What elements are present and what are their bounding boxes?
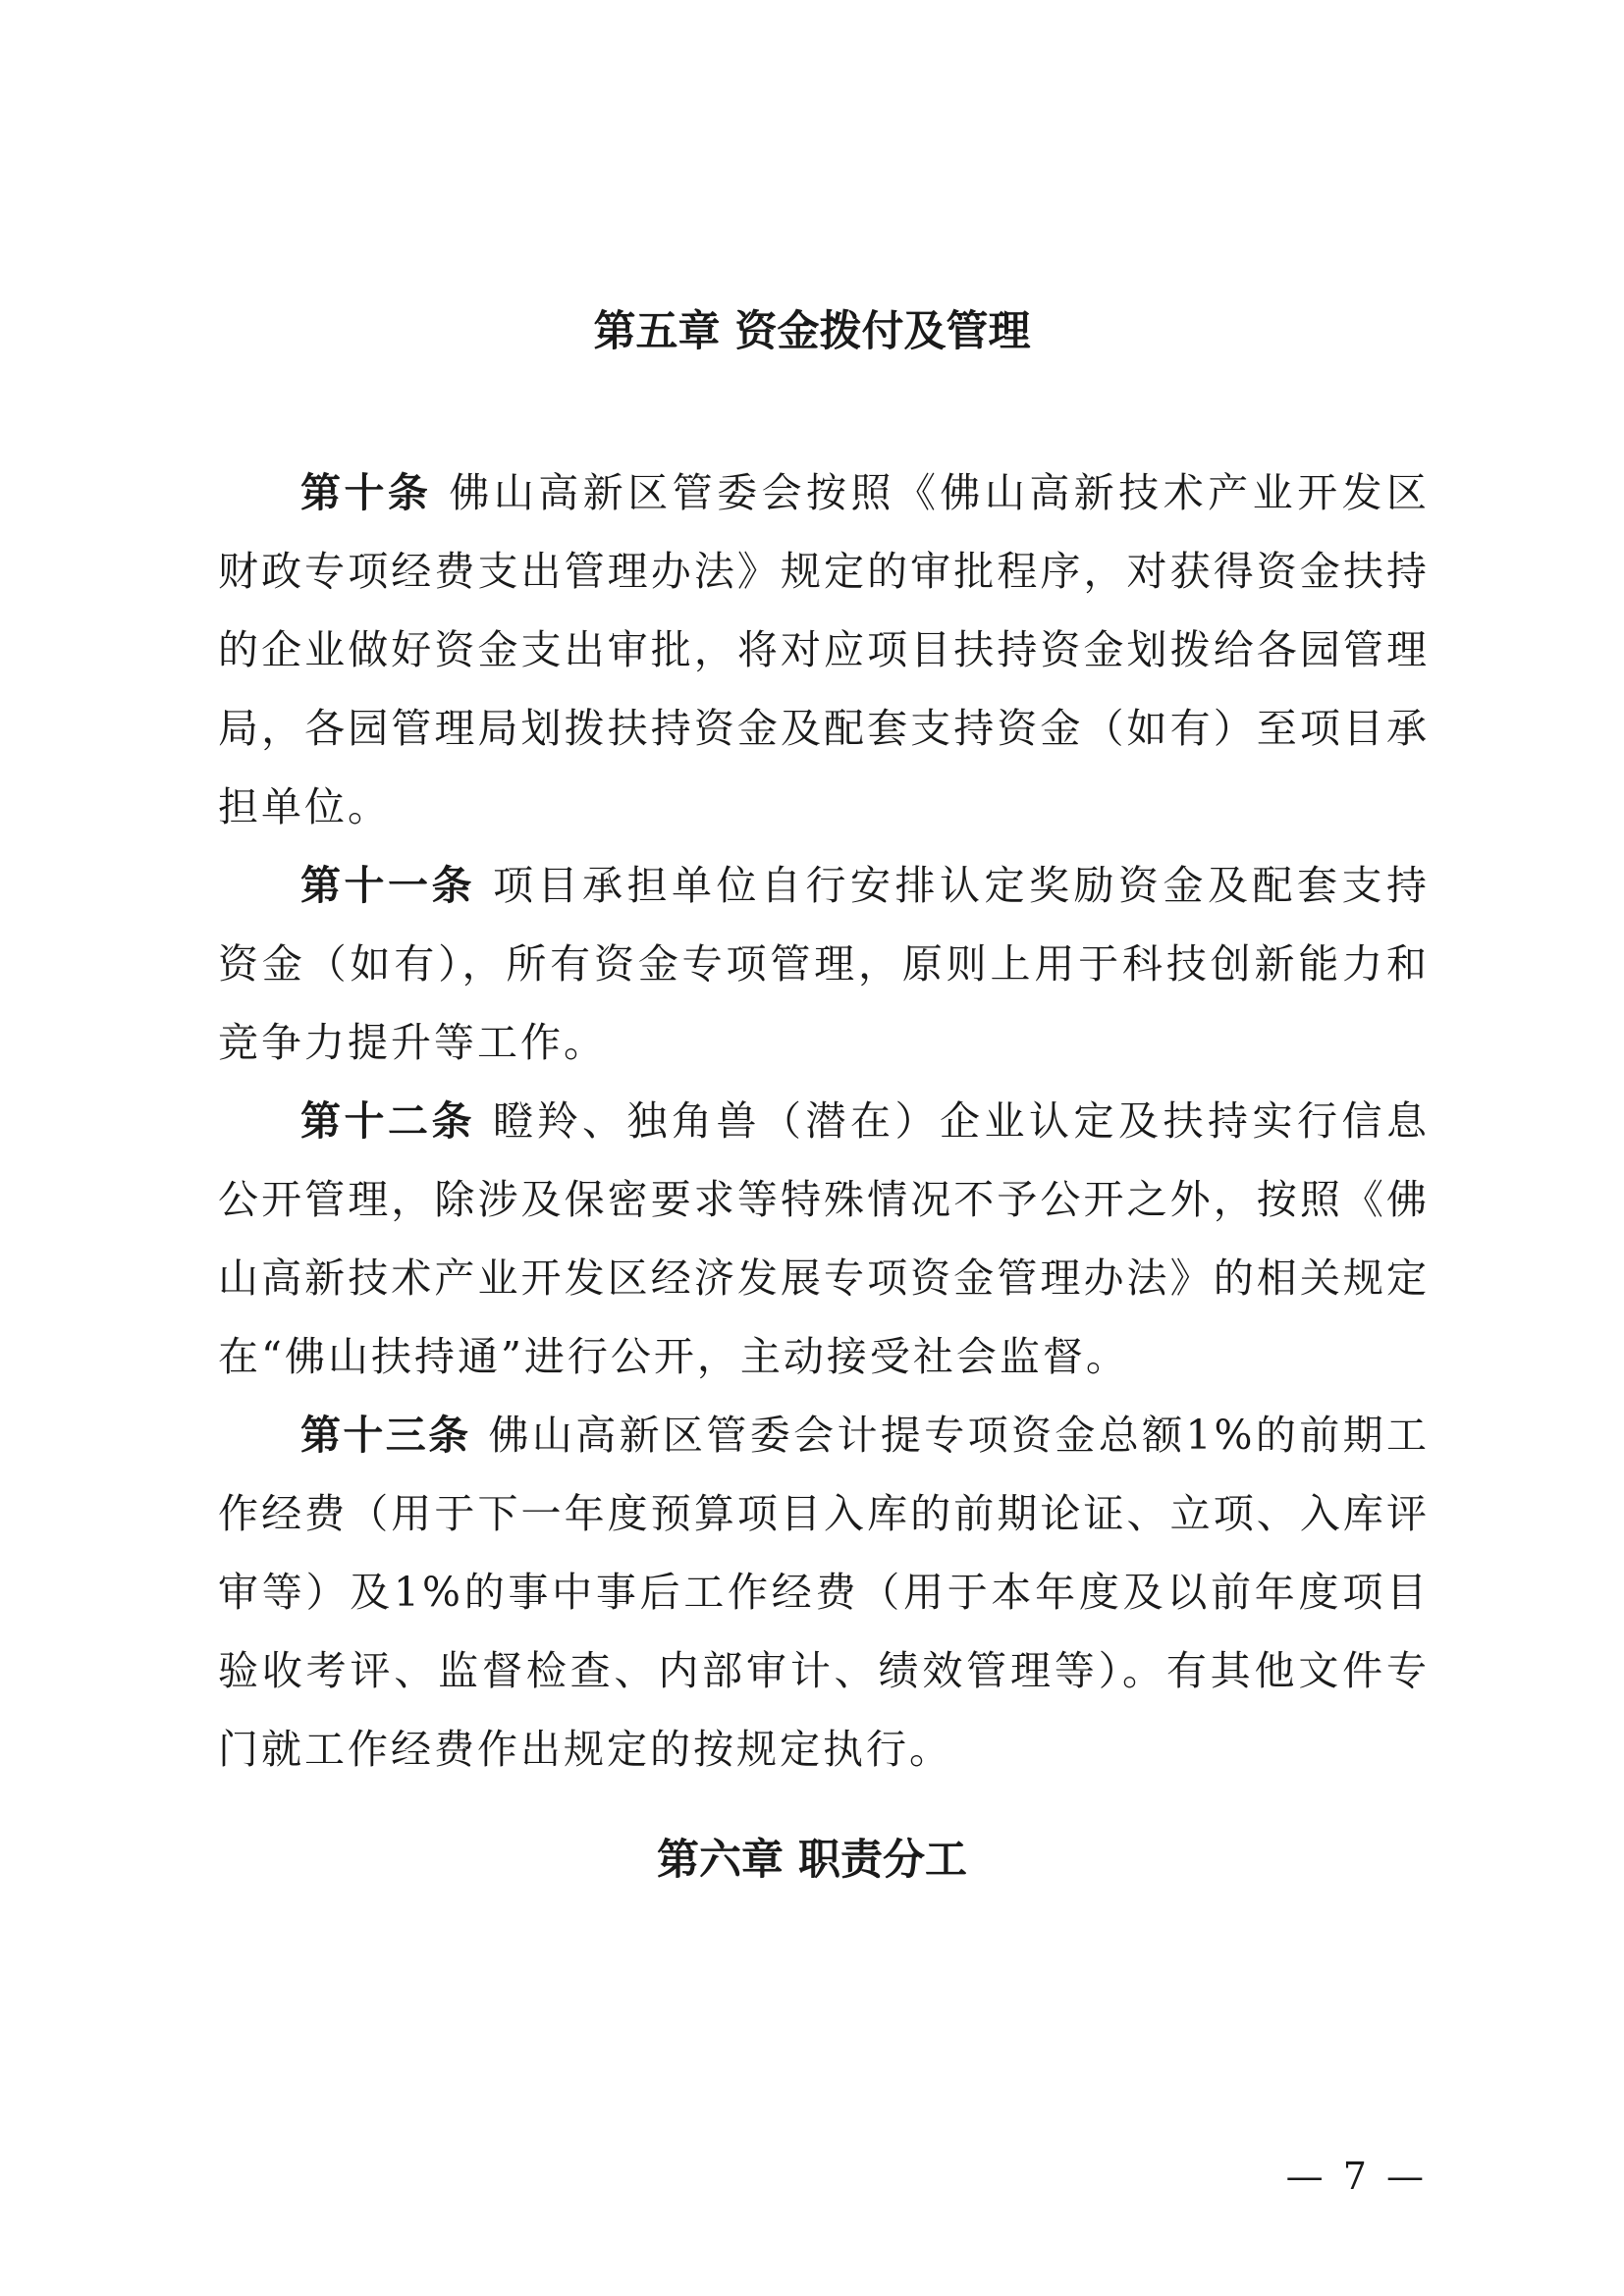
chapter-6-title: 第六章 职责分工 [657,1836,967,1885]
article-list [218,454,1430,1789]
page-number: — 7 — [1285,2155,1428,2198]
article-text: 瞪羚、独角兽（潜在）企业认定及扶持实行信息公开管理，除涉及保密要求等特殊情况不予公开之外，按照《佛山高新技术产业开发区经济发展专项资金管理办法》的相关规定在“佛山扶持通”进行公开，主动接受社会监督。 [218,1097,1430,1380]
article-number: 第十一条 [300,862,475,909]
chapter-5-title: 第五章 资金拨付及管理 [593,307,1031,356]
article-11 [218,846,1430,1082]
article-10 [218,454,1430,846]
article-text: 佛山高新区管委会按照《佛山高新技术产业开发区财政专项经费支出管理办法》规定的审批程序，对获得资金扶持的企业做好资金支出审批，将对应项目扶持资金划拨给各园管理局，各园管理局划拨扶持资金及配套支持资金（如有）至项目承担单位。 [218,469,1430,830]
article-number: 第十条 [300,469,432,516]
article-text: 佛山高新区管委会计提专项资金总额1%的前期工作经费（用于下一年度预算项目入库的前期论证、立项、入库评审等）及1%的事中事后工作经费（用于本年度及以前年度项目验收考评、监督检查、内部审计、绩效管理等）。有其他文件专门就工作经费作出规定的按规定执行。 [218,1412,1431,1773]
article-text: 项目承担单位自行安排认定奖励资金及配套支持资金（如有），所有资金专项管理，原则上用于科技创新能力和竞争力提升等工作。 [218,862,1430,1066]
article-12 [218,1082,1430,1396]
article-number: 第十三条 [300,1412,471,1459]
article-number: 第十二条 [300,1097,475,1145]
article-13 [218,1396,1430,1789]
